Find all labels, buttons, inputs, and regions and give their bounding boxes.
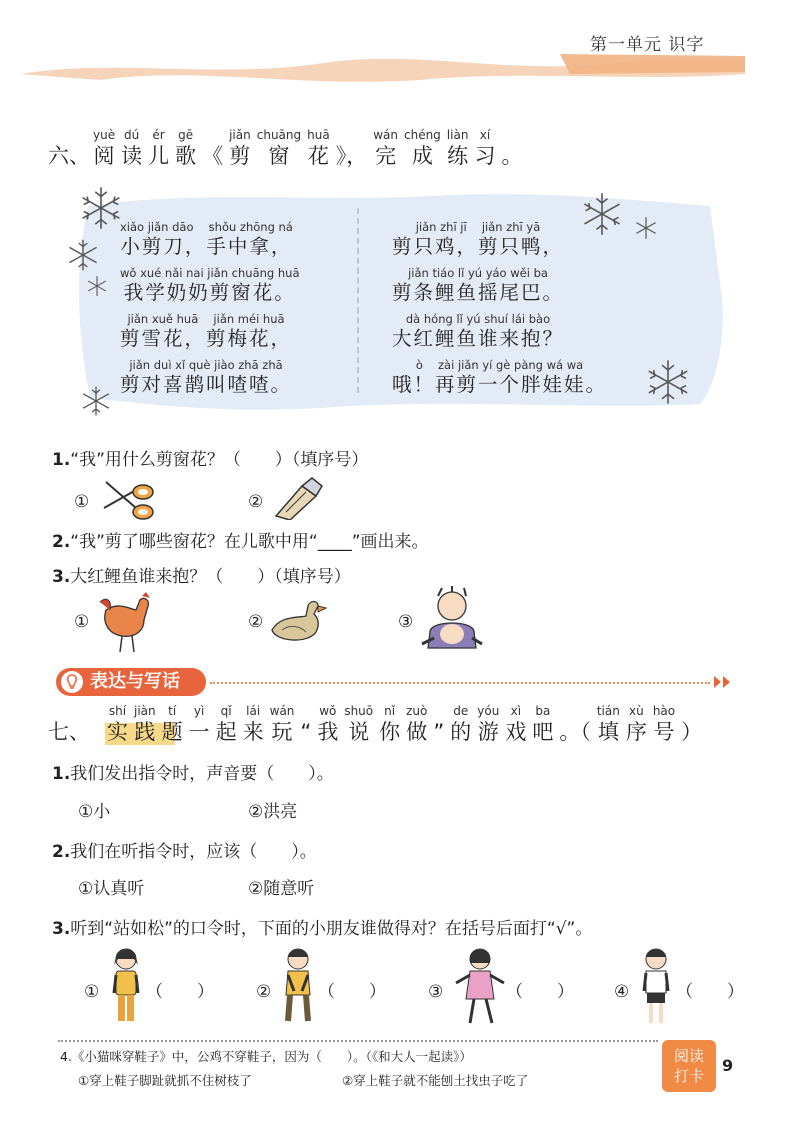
lightbulb-icon <box>60 670 84 694</box>
snowflake-icon <box>634 216 658 240</box>
snowflake-icon <box>86 275 108 297</box>
ruby-char: liàn 练 <box>446 128 469 168</box>
ruby-char: xù 序 <box>625 704 647 744</box>
footer-option-1: ①穿上鞋子脚趾就抓不住树枝了 <box>78 1073 252 1088</box>
section6-number: 六、 <box>48 144 90 168</box>
rooster-icon <box>98 592 158 654</box>
girl-arms-out-icon <box>454 945 506 1027</box>
s7-q1-option-2: ②洪亮 <box>248 802 298 822</box>
section7-number: 七、 <box>48 720 90 744</box>
s6-q1-option-1-label: ① <box>74 492 90 512</box>
ruby-char: nǐ 你 <box>379 704 401 744</box>
s7-q3-paren: （ ） <box>318 982 386 1002</box>
ruby-char: zuò 做 <box>406 704 428 744</box>
section6-heading <box>48 128 525 170</box>
chubby-baby-icon <box>420 586 486 656</box>
utility-knife-icon <box>272 476 324 520</box>
ruby-char: ） <box>681 720 703 744</box>
ruby-char: 《 <box>202 144 224 168</box>
ruby-char: wǒ 我 <box>317 704 339 744</box>
ruby-char: qǐ 起 <box>215 704 237 744</box>
ruby-char: shuō 说 <box>344 704 374 744</box>
snowflake-icon <box>80 385 112 417</box>
page-number: 9 <box>722 1056 734 1075</box>
boy-standing-icon <box>636 945 676 1027</box>
ruby-char: wán 完 <box>373 128 398 168</box>
poem-line: jiǎn tiáo lǐ yú yáo wěi ba 剪条鲤鱼摇尾巴。 <box>392 266 565 304</box>
footer-question-4: 4.《小猫咪穿鞋子》中，公鸡不穿鞋子，因为（ ）。（《和大人一起读》） <box>60 1049 472 1064</box>
s7-q3-paren: （ ） <box>506 982 574 1002</box>
s7-question-1: 1.我们发出指令时，声音要（ ）。 <box>52 764 334 784</box>
scissors-icon <box>98 478 156 522</box>
ruby-char: 》， <box>335 144 368 168</box>
ruby-char: gē 歌 <box>175 128 197 168</box>
ruby-char: xì 戏 <box>505 704 527 744</box>
s7-q2-option-1: ①认真听 <box>78 879 145 899</box>
ruby-char: dú 读 <box>121 128 143 168</box>
ruby-char: de 的 <box>450 704 472 744</box>
section6-title <box>90 128 525 170</box>
s6-q3-option-2-label: ② <box>248 612 264 632</box>
snowflake-icon <box>644 358 692 406</box>
duck-icon <box>268 600 328 644</box>
s6-question-3: 3.大红鲤鱼谁来抱？（ ）（填序号） <box>52 567 351 587</box>
unit-tab: 第一单元 识字 <box>590 35 705 55</box>
girl-standing-icon <box>106 945 146 1027</box>
ruby-char: hào 号 <box>652 704 676 744</box>
ruby-char: chéng 成 <box>403 128 441 168</box>
ruby-char: wán 玩 <box>269 704 295 744</box>
poem-divider <box>357 208 359 393</box>
s7-question-3: 3.听到“站如松”的口令时，下面的小朋友谁做得对？在括号后面打“√”。 <box>52 919 593 939</box>
ruby-char: xí 习 <box>474 128 496 168</box>
ruby-char: jiǎn 剪 <box>229 128 251 168</box>
s6-q1-option-2-label: ② <box>248 492 264 512</box>
poem-line: xiǎo jiǎn dāo shǒu zhōng ná 小剪刀，手中拿， <box>120 220 293 258</box>
ruby-char: “ <box>300 720 312 744</box>
ruby-char: 。（ <box>559 720 591 744</box>
s7-question-2: 2.我们在听指令时，应该（ ）。 <box>52 842 317 862</box>
ruby-char: huā 花 <box>307 128 330 168</box>
snowflake-icon <box>580 190 624 238</box>
s6-question-2: 2.“我”剪了哪些窗花？在儿歌中用“____”画出来。 <box>52 532 429 552</box>
s6-question-1: 1.“我”用什么剪窗花？（ ）（填序号） <box>52 450 369 470</box>
s7-q3-option-1-label: ① <box>84 982 100 1002</box>
s7-q3-option-3-label: ③ <box>428 982 444 1002</box>
s7-q2-option-2: ②随意听 <box>248 879 315 899</box>
footer-divider <box>58 1040 658 1042</box>
ruby-char: ba 吧 <box>532 704 554 744</box>
poem-line: jiǎn xuě huā jiǎn méi huā 剪雪花，剪梅花， <box>120 312 293 350</box>
reading-checkin-badge[interactable] <box>662 1040 716 1092</box>
poem-line: jiǎn zhī jī jiǎn zhī yā 剪只鸡，剪只鸭， <box>392 220 565 258</box>
ruby-char: tián 填 <box>596 704 620 744</box>
snowflake-icon <box>66 238 100 272</box>
ruby-char: jiàn 践 <box>134 704 156 744</box>
ruby-char: chuāng 窗 <box>256 128 302 168</box>
poem-line: dà hóng lǐ yú shuí lái bào 大红鲤鱼谁来抱？ <box>392 312 565 350</box>
snowflake-icon <box>78 185 124 231</box>
checkin-line-1: 阅读 <box>673 1047 704 1065</box>
poem-line: jiǎn duì xǐ què jiào zhā zhā 剪对喜鹊叫喳喳。 <box>120 358 293 396</box>
ruby-char: yì 一 <box>188 704 210 744</box>
poem-line: wǒ xué nǎi nai jiǎn chuāng huā 我学奶奶剪窗花。 <box>120 266 300 304</box>
section7-heading <box>48 704 705 746</box>
boy-slouching-icon <box>278 945 318 1027</box>
ruby-char: 。 <box>501 144 523 168</box>
footer-option-2: ②穿上鞋子就不能刨土找虫子吃了 <box>342 1073 529 1088</box>
banner-label: 表达与写话 <box>90 671 180 692</box>
ruby-char: yóu 游 <box>477 704 500 744</box>
s7-q3-paren: （ ） <box>676 982 744 1002</box>
s6-q3-option-1-label: ① <box>74 612 90 632</box>
banner-divider <box>210 682 710 684</box>
ruby-char: tí 题 <box>161 704 183 744</box>
s7-q3-option-4-label: ④ <box>614 982 630 1002</box>
ruby-char: ér 儿 <box>148 128 170 168</box>
section7-title <box>186 704 706 746</box>
poem-line: ò zài jiǎn yí gè pàng wá wa 哦！再剪一个胖娃娃。 <box>392 358 608 396</box>
s7-q3-option-2-label: ② <box>256 982 272 1002</box>
ruby-char: ” <box>433 720 445 744</box>
header-brush-stroke <box>0 52 745 82</box>
ruby-char: yuè 阅 <box>93 128 116 168</box>
double-chevron-icon <box>712 674 734 690</box>
ruby-char: lái 来 <box>242 704 264 744</box>
checkin-line-2: 打卡 <box>673 1067 704 1085</box>
ruby-char: shí 实 <box>107 704 128 744</box>
practice-badge <box>104 704 186 746</box>
s7-q1-option-1: ①小 <box>78 802 111 822</box>
s7-q3-paren: （ ） <box>146 982 214 1002</box>
s6-q3-option-3-label: ③ <box>398 612 414 632</box>
